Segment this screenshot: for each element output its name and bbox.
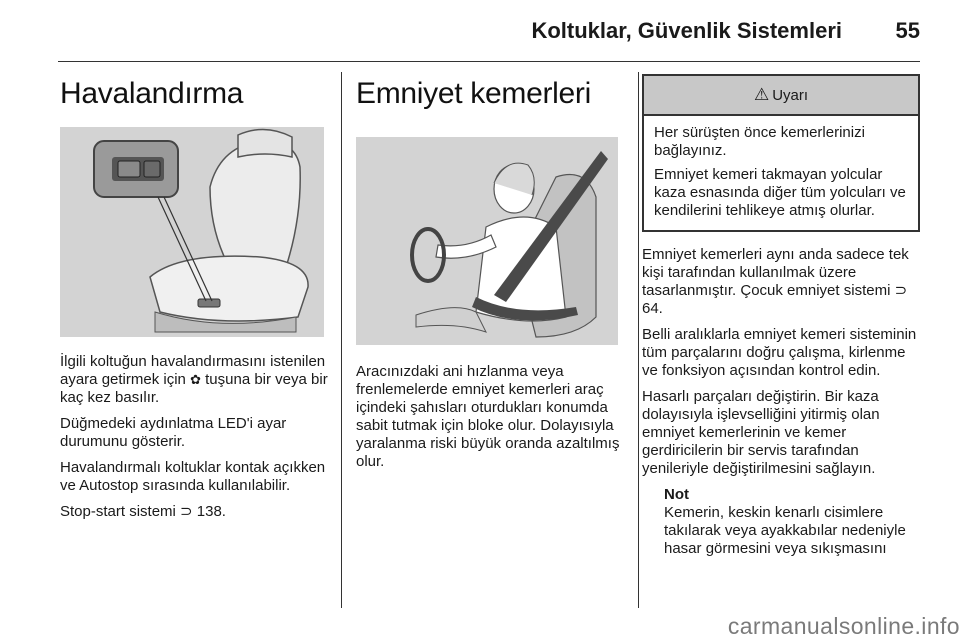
seat-illustration: [60, 127, 324, 337]
heading-ventilation: Havalandırma: [60, 77, 244, 110]
seatbelt-figure: [356, 137, 618, 345]
warning-triangle-icon: ⚠: [753, 85, 770, 104]
watermark: carmanualsonline.info: [727, 613, 960, 639]
column-ventilation: [60, 68, 328, 529]
seatbelt-text: [356, 363, 626, 471]
column-divider-2: [638, 72, 639, 608]
reference-arrow-icon: ⊃: [894, 282, 908, 299]
details-paragraph-2: Belli aralıklarla emniyet kemeri sisteminin tüm parçalarını doğru çalışma, kirlenme ve fonksiyon açısından kontrol edin.: [642, 326, 917, 379]
warning-title: Uyarı: [772, 86, 809, 104]
details-paragraph-1: Emniyet kemerleri aynı anda sadece tek kişi tarafından kullanılmak üzere tasarlanmıştır. Çocuk emniyet sistemi ⊃ 64.: [642, 246, 909, 317]
seatbelt-illustration: [356, 137, 618, 345]
seat-ventilation-illustration: [60, 127, 324, 337]
heading-seatbelts: Emniyet kemerleri: [356, 77, 591, 110]
reference-link[interactable]: 64.: [642, 300, 663, 317]
warning-box: [642, 74, 920, 232]
reference-arrow-icon: ⊃: [180, 503, 193, 520]
section-title: Koltuklar, Güvenlik Sistemleri: [531, 18, 842, 43]
ventilation-paragraph-2: Düğmedeki aydınlatma LED'i ayar durumunu gösterir.: [60, 415, 287, 450]
note-text: Kemerin, keskin kenarlı cisimlere takılarak veya ayakkabılar nedeniyle hasar görmesini veya sıkışmasını: [664, 504, 906, 557]
details-paragraph-3: Hasarlı parçaları değiştirin. Bir kaza dolayısıyla işlevselliğini yitirmiş olan emniyet kemerlerinin ve kemer gerdiricilerin bir servis tarafından yenileriyle değiştirilmesini sağlayın.: [642, 388, 880, 477]
ventilation-paragraph-4: Stop-start sistemi ⊃ 138.: [60, 503, 226, 520]
reference-link[interactable]: 138.: [196, 503, 226, 520]
column-divider-1: [341, 72, 342, 608]
warning-paragraph-1: Her sürüşten önce kemerlerinizi bağlayınız.: [654, 124, 865, 159]
page-header: [0, 0, 960, 60]
note-block: [642, 486, 924, 558]
seatbelt-details: [642, 246, 924, 558]
ventilation-paragraph-3: Havalandırmalı koltuklar kontak açıkken ve Autostop sırasında kullanılabilir.: [60, 459, 326, 494]
seatbelt-paragraph-1: Aracınızdaki ani hızlanma veya frenlemelerde emniyet kemerleri araç içindeki şahısları oturdukları konumda sabit tutmak için bloke olur. Dolayısıyla yaralanma riski büyük oranda azaltılmış olur.: [356, 363, 620, 470]
page-number: 55: [895, 18, 920, 43]
column-seatbelts: [356, 68, 626, 479]
column-warning: [642, 68, 924, 566]
header-rule: [58, 61, 920, 62]
note-title: Not: [664, 486, 689, 503]
warning-paragraph-2: Emniyet kemeri takmayan yolcular kaza esnasında diğer tüm yolcuları ve kendilerini tehlikeye atmış olurlar.: [654, 166, 906, 219]
warning-body: [644, 116, 918, 230]
seat-ventilation-icon: ✿: [190, 372, 201, 387]
warning-header: [644, 76, 918, 116]
ventilation-text: [60, 353, 328, 521]
ventilation-paragraph-1: İlgili koltuğun havalandırmasını istenilen ayara getirmek için ✿ tuşuna bir veya bir kaç kez basılır.: [60, 353, 328, 406]
